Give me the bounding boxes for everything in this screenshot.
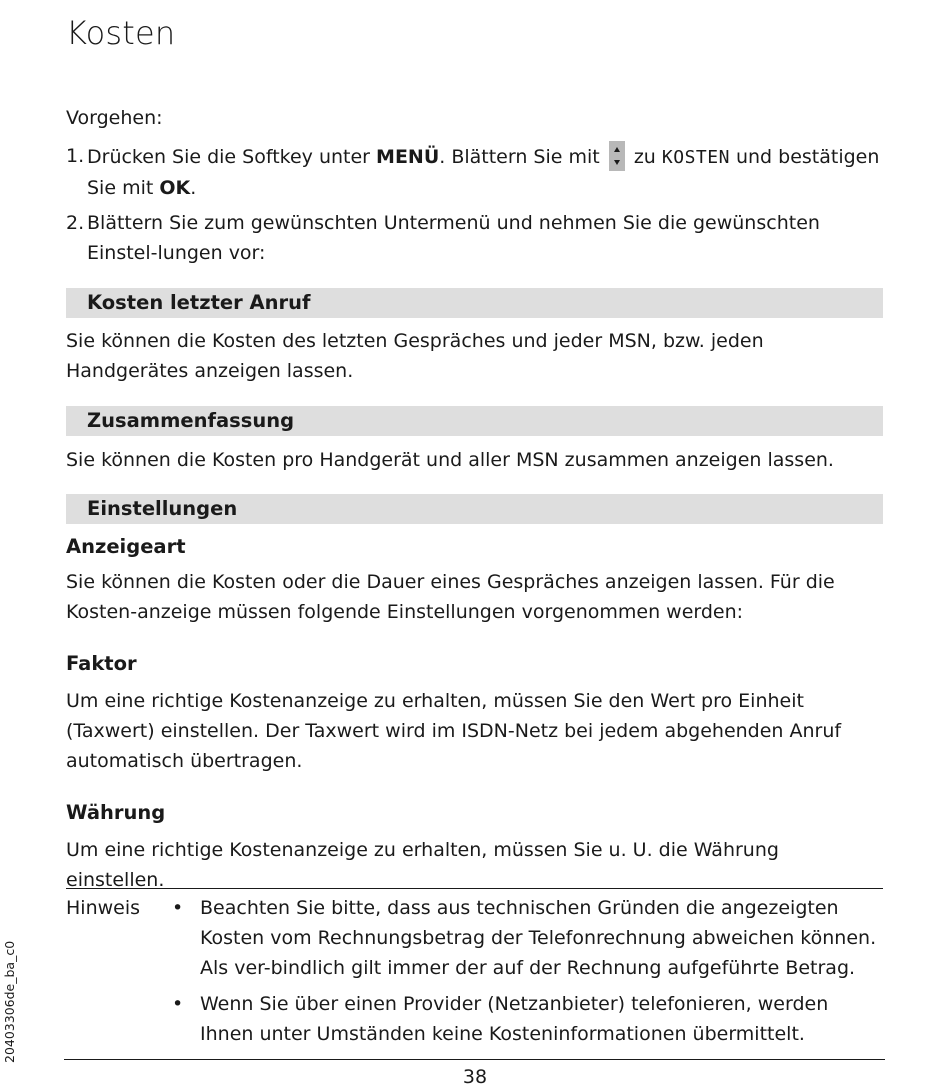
note-item-text: Wenn Sie über einen Provider (Netzanbieter) telefonieren, werden Ihnen unter Umständen keine Kosteninformationen übermittelt. [200,993,829,1045]
step-number: 1. [66,145,85,167]
subheading-factor: Faktor [66,652,137,675]
step-text-part: Drücken Sie die Softkey unter [87,146,377,168]
up-down-scroll-key-icon [609,141,625,171]
step-text: Blättern Sie zum gewünschten Untermenü und nehmen Sie die gewünschten Einstel-lungen vor: [87,212,820,264]
text-display-type: Sie können die Kosten oder die Dauer eines Gespräches anzeigen lassen. Für die Kosten-anzeige müssen folgende Einstellungen vorgenommen werden: [66,571,835,623]
step-1 [66,141,883,203]
step-number: 2. [66,212,85,234]
step-2 [66,208,883,268]
section-heading-settings: Einstellungen [66,494,883,524]
section-heading-summary: Zusammenfassung [66,406,883,436]
display-text-kosten: KOSTEN [661,147,730,168]
intro-label: Vorgehen: [66,107,163,129]
note-item-text: Beachten Sie bitte, dass aus technischen Gründen die angezeigten Kosten vom Rechnungsbetrag der Telefonrechnung abweichen können. Als ver-bindlich gilt immer der auf der Rechnung aufgeführte Betrag. [200,897,877,979]
bullet-icon: • [172,897,184,919]
note-top-rule [66,888,883,889]
text-factor: Um eine richtige Kostenanzeige zu erhalten, müssen Sie den Wert pro Einheit (Taxwert) einstellen. Der Taxwert wird im ISDN-Netz bei jedem abgehenden Anruf automatisch übertragen. [66,690,842,772]
footer-rule [64,1059,885,1060]
text-currency: Um eine richtige Kostenanzeige zu erhalten, müssen Sie u. U. die Währung einstellen. [66,839,779,891]
step-text-part: zu [627,146,662,168]
document-code: 20403306de_ba_c0 [2,940,17,1063]
section-heading-last-call: Kosten letzter Anruf [66,288,883,318]
step-text [87,141,883,203]
page-number: 38 [462,1066,488,1088]
section-text-last-call: Sie können die Kosten des letzten Gespräches und jeder MSN, bzw. jeden Handgerätes anzeigen lassen. [66,330,764,382]
menu-key-label: MENÜ [376,146,440,168]
subheading-display-type: Anzeigeart [66,535,186,558]
note-item [172,989,883,1049]
subheading-currency: Währung [66,801,166,824]
bullet-icon: • [172,993,184,1015]
step-text-part: und bestätigen Sie mit [87,146,880,199]
note-label: Hinweis [66,897,141,919]
step-text-part: . Blättern Sie mit [439,146,606,168]
note-item [172,893,883,983]
step-text-part: . [190,177,197,199]
ok-key-label: OK [159,177,191,199]
section-text-summary: Sie können die Kosten pro Handgerät und aller MSN zusammen anzeigen lassen. [66,449,834,471]
page-title: Kosten [66,14,176,52]
